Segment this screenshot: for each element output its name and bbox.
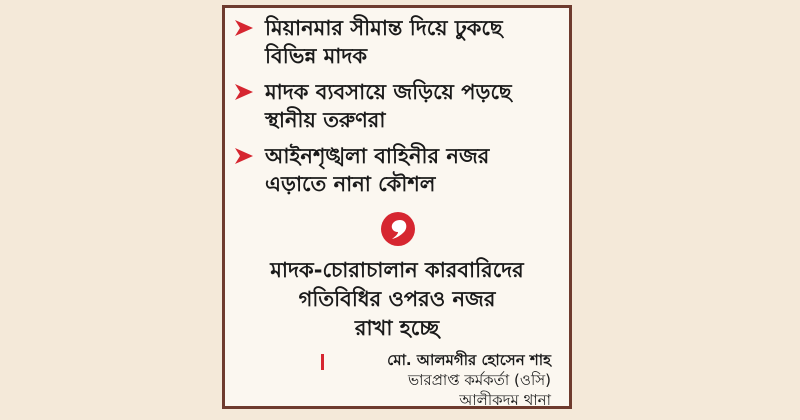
bullet-line: মিয়ানমার সীমান্ত দিয়ে ঢুকছে [265,16,503,40]
bullet-text [265,14,503,70]
info-card [222,5,572,409]
attribution-bar [321,354,324,370]
attribution-station: আলীকদম থানা [459,391,551,409]
bullet-text [265,78,512,134]
red-arrow-icon [233,14,265,38]
bullet-line: স্থানীয় তরুণরা [265,108,386,132]
attribution [321,350,551,410]
quote-line: মাদক-চোরাচালান কারবারিদের [270,258,524,282]
bullet-item [233,78,567,134]
bullet-list [233,14,567,206]
red-arrow-icon [233,142,265,166]
bullet-line: এড়াতে নানা কৌশল [265,172,436,196]
attribution-title: ভারপ্রাপ্ত কর্মকর্তা (ওসি) [407,371,551,389]
attribution-name: মো. আলমগীর হোসেন শাহ [387,351,551,369]
quote-line: গতিবিধির ওপরও নজর [298,287,496,311]
bullet-line: বিভিন্ন মাদক [265,44,368,68]
bullet-line: আইনশৃঙ্খলা বাহিনীর নজর [265,144,490,168]
red-arrow-icon [233,78,265,102]
bullet-item [233,14,567,70]
quote-line: রাখা হচ্ছে [354,316,440,340]
bullet-item [233,142,567,198]
red-quote-mark-icon [380,211,416,251]
bullet-text [265,142,489,198]
quote-text [225,256,569,343]
bullet-line: মাদক ব্যবসায়ে জড়িয়ে পড়ছে [265,80,512,104]
